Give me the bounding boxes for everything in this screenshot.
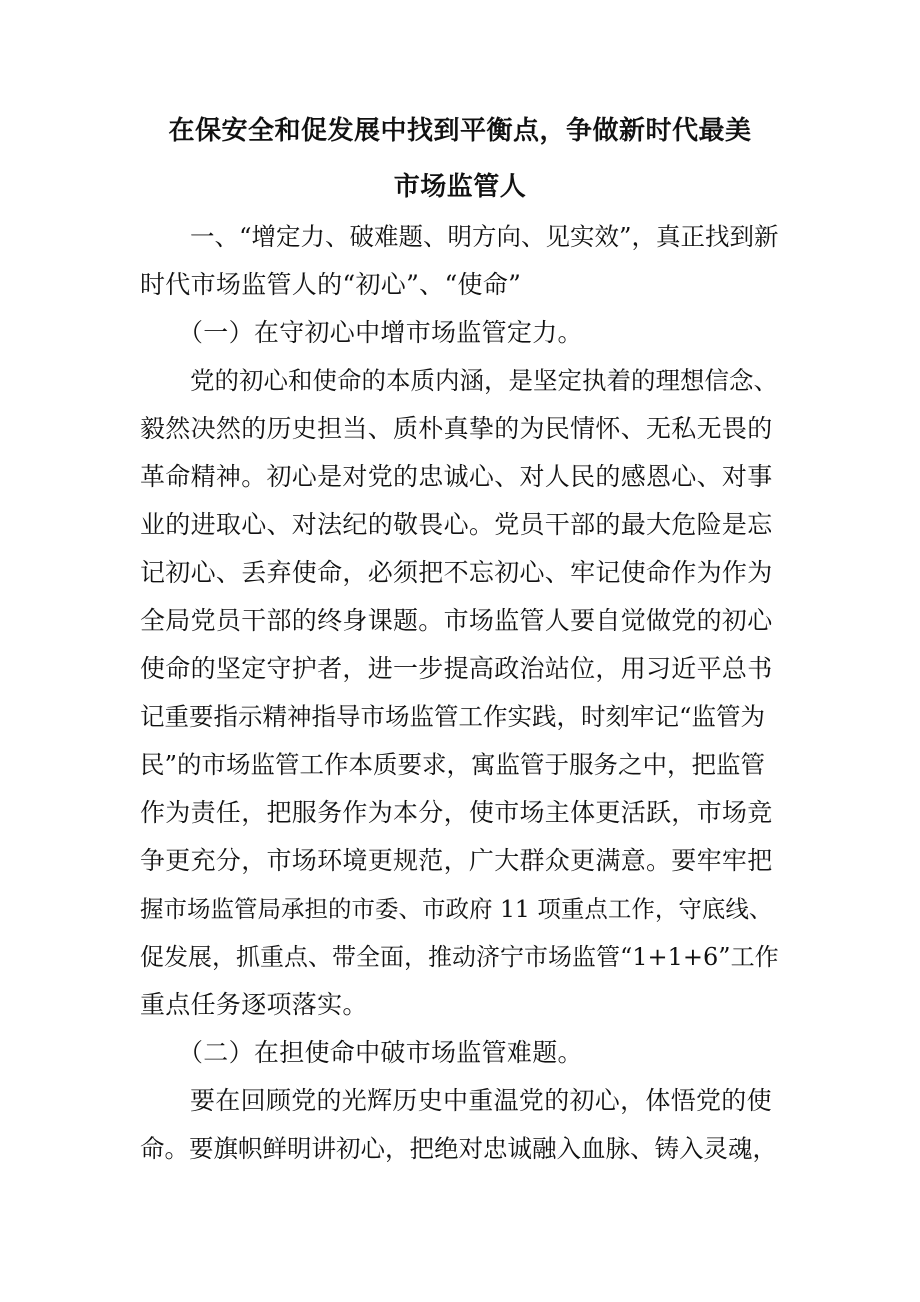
subheading-2: （二）在担使命中破市场监管难题。: [178, 1038, 583, 1067]
subheading-1: （一）在守初心中增市场监管定力。: [178, 318, 583, 347]
heading-section-1-line-1: 一、“增定力、破难题、明方向、见实效”，真正找到新: [190, 222, 779, 251]
paragraph-1-line-10: 作为责任，把服务作为本分，使市场主体更活跃，市场竞: [140, 798, 773, 827]
paragraph-1-line-3: 革命精神。初心是对党的忠诚心、对人民的感恩心、对事: [140, 462, 773, 491]
paragraph-2-line-2: 命。要旗帜鲜明讲初心，把绝对忠诚融入血脉、铸入灵魂，: [140, 1134, 777, 1163]
paragraph-1-line-12: 握市场监管局承担的市委、市政府 11 项重点工作，守底线、: [140, 895, 773, 923]
paragraph-1-line-1: 党的初心和使命的本质内涵，是坚定执着的理想信念、: [190, 366, 778, 395]
paragraph-1-line-11: 争更充分，市场环境更规范，广大群众更满意。要牢牢把: [140, 846, 773, 875]
paragraph-1-line-13: 促发展，抓重点、带全面，推动济宁市场监管“1+1+6”工作: [140, 943, 779, 971]
paragraph-1-line-4: 业的进取心、对法纪的敬畏心。党员干部的最大危险是忘: [140, 510, 773, 539]
heading-section-1-line-2: 时代市场监管人的“初心”、“使命”: [140, 270, 522, 299]
paragraph-1-line-8: 记重要指示精神指导市场监管工作实践，时刻牢记“监管为: [140, 702, 766, 731]
paragraph-1-line-14: 重点任务逐项落实。: [140, 990, 368, 1019]
document-title-line-2: 市场监管人: [393, 172, 527, 202]
paragraph-1-line-6: 全局党员干部的终身课题。市场监管人要自觉做党的初心: [140, 606, 773, 635]
paragraph-1-line-7: 使命的坚定守护者，进一步提高政治站位，用习近平总书: [140, 654, 773, 683]
paragraph-2-line-1: 要在回顾党的光辉历史中重温党的初心，体悟党的使: [190, 1086, 772, 1115]
paragraph-1-line-5: 记初心、丢弃使命，必须把不忘初心、牢记使命作为作为: [140, 558, 773, 587]
paragraph-1-line-9: 民”的市场监管工作本质要求，寓监管于服务之中，把监管: [140, 750, 766, 779]
paragraph-1-line-2: 毅然决然的历史担当、质朴真挚的为民情怀、无私无畏的: [140, 414, 773, 443]
document-title-line-1: 在保安全和促发展中找到平衡点，争做新时代最美: [168, 116, 752, 146]
